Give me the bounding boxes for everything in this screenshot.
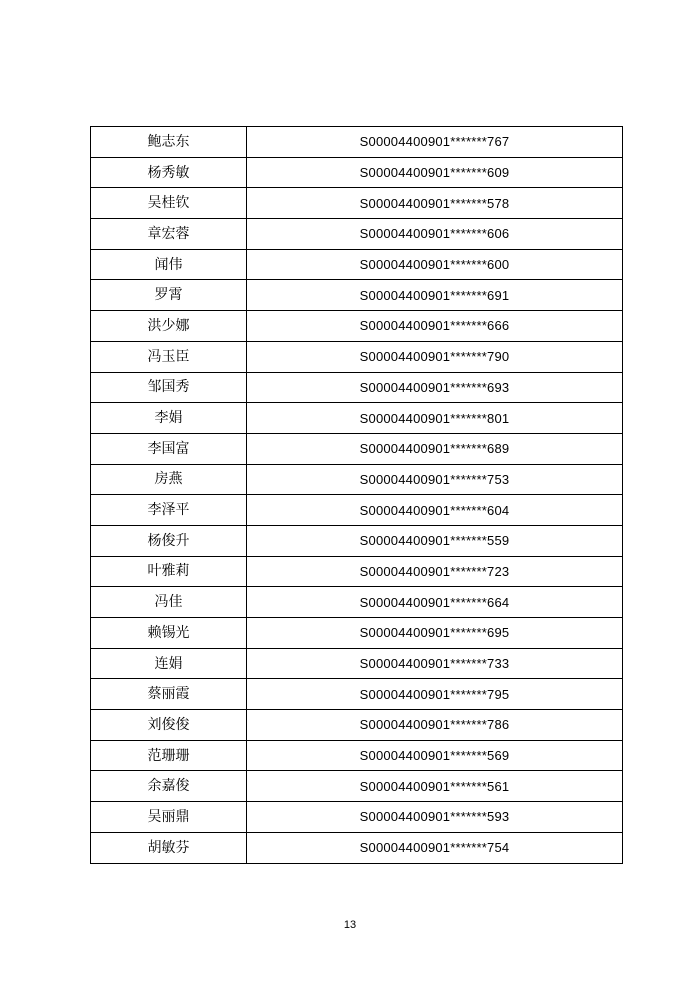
- id-number-cell: S00004400901*******695: [247, 618, 623, 649]
- id-number-cell: S00004400901*******733: [247, 648, 623, 679]
- id-number-cell: S00004400901*******664: [247, 587, 623, 618]
- name-cell: 章宏蓉: [91, 219, 247, 250]
- table-row: [91, 771, 623, 802]
- name-cell: 杨俊升: [91, 525, 247, 556]
- name-cell: 冯玉臣: [91, 341, 247, 372]
- table-row: [91, 433, 623, 464]
- id-number-cell: S00004400901*******606: [247, 219, 623, 250]
- name-cell: 余嘉俊: [91, 771, 247, 802]
- name-cell: 房燕: [91, 464, 247, 495]
- table-row: [91, 403, 623, 434]
- table-row: [91, 587, 623, 618]
- id-number-cell: S00004400901*******801: [247, 403, 623, 434]
- name-cell: 洪少娜: [91, 311, 247, 342]
- id-number-cell: S00004400901*******609: [247, 157, 623, 188]
- name-cell: 赖锡光: [91, 618, 247, 649]
- table-row: [91, 188, 623, 219]
- id-number-cell: S00004400901*******559: [247, 525, 623, 556]
- id-number-cell: S00004400901*******790: [247, 341, 623, 372]
- table-row: [91, 556, 623, 587]
- name-cell: 叶雅莉: [91, 556, 247, 587]
- table-row: [91, 802, 623, 833]
- id-number-cell: S00004400901*******795: [247, 679, 623, 710]
- name-cell: 杨秀敏: [91, 157, 247, 188]
- id-number-cell: S00004400901*******561: [247, 771, 623, 802]
- name-cell: 邹国秀: [91, 372, 247, 403]
- table-row: [91, 525, 623, 556]
- table-row: [91, 618, 623, 649]
- table-row: [91, 495, 623, 526]
- name-cell: 蔡丽霞: [91, 679, 247, 710]
- table-row: [91, 832, 623, 863]
- name-cell: 李泽平: [91, 495, 247, 526]
- table-row: [91, 157, 623, 188]
- name-cell: 罗霄: [91, 280, 247, 311]
- id-number-cell: S00004400901*******604: [247, 495, 623, 526]
- name-cell: 刘俊俊: [91, 710, 247, 741]
- name-cell: 吴桂钦: [91, 188, 247, 219]
- name-cell: 李娟: [91, 403, 247, 434]
- name-cell: 李国富: [91, 433, 247, 464]
- name-cell: 闻伟: [91, 249, 247, 280]
- id-number-cell: S00004400901*******693: [247, 372, 623, 403]
- id-number-cell: S00004400901*******666: [247, 311, 623, 342]
- table-row: [91, 679, 623, 710]
- table-row: [91, 249, 623, 280]
- id-number-cell: S00004400901*******754: [247, 832, 623, 863]
- id-number-cell: S00004400901*******723: [247, 556, 623, 587]
- id-number-cell: S00004400901*******753: [247, 464, 623, 495]
- table-row: [91, 280, 623, 311]
- name-cell: 连娟: [91, 648, 247, 679]
- table-row: [91, 341, 623, 372]
- id-number-cell: S00004400901*******689: [247, 433, 623, 464]
- page-number: 13: [343, 919, 357, 931]
- table-row: [91, 127, 623, 158]
- id-number-cell: S00004400901*******786: [247, 710, 623, 741]
- name-cell: 冯佳: [91, 587, 247, 618]
- name-cell: 范珊珊: [91, 740, 247, 771]
- id-number-cell: S00004400901*******767: [247, 127, 623, 158]
- id-number-cell: S00004400901*******593: [247, 802, 623, 833]
- id-number-cell: S00004400901*******569: [247, 740, 623, 771]
- registry-table: [90, 126, 623, 864]
- table-row: [91, 710, 623, 741]
- table-row: [91, 740, 623, 771]
- registry-table-body: [91, 127, 623, 864]
- id-number-cell: S00004400901*******578: [247, 188, 623, 219]
- table-row: [91, 464, 623, 495]
- id-number-cell: S00004400901*******691: [247, 280, 623, 311]
- table-row: [91, 648, 623, 679]
- id-number-cell: S00004400901*******600: [247, 249, 623, 280]
- table-row: [91, 372, 623, 403]
- name-cell: 胡敏芬: [91, 832, 247, 863]
- name-cell: 吴丽鼎: [91, 802, 247, 833]
- table-row: [91, 219, 623, 250]
- table-row: [91, 311, 623, 342]
- name-cell: 鲍志东: [91, 127, 247, 158]
